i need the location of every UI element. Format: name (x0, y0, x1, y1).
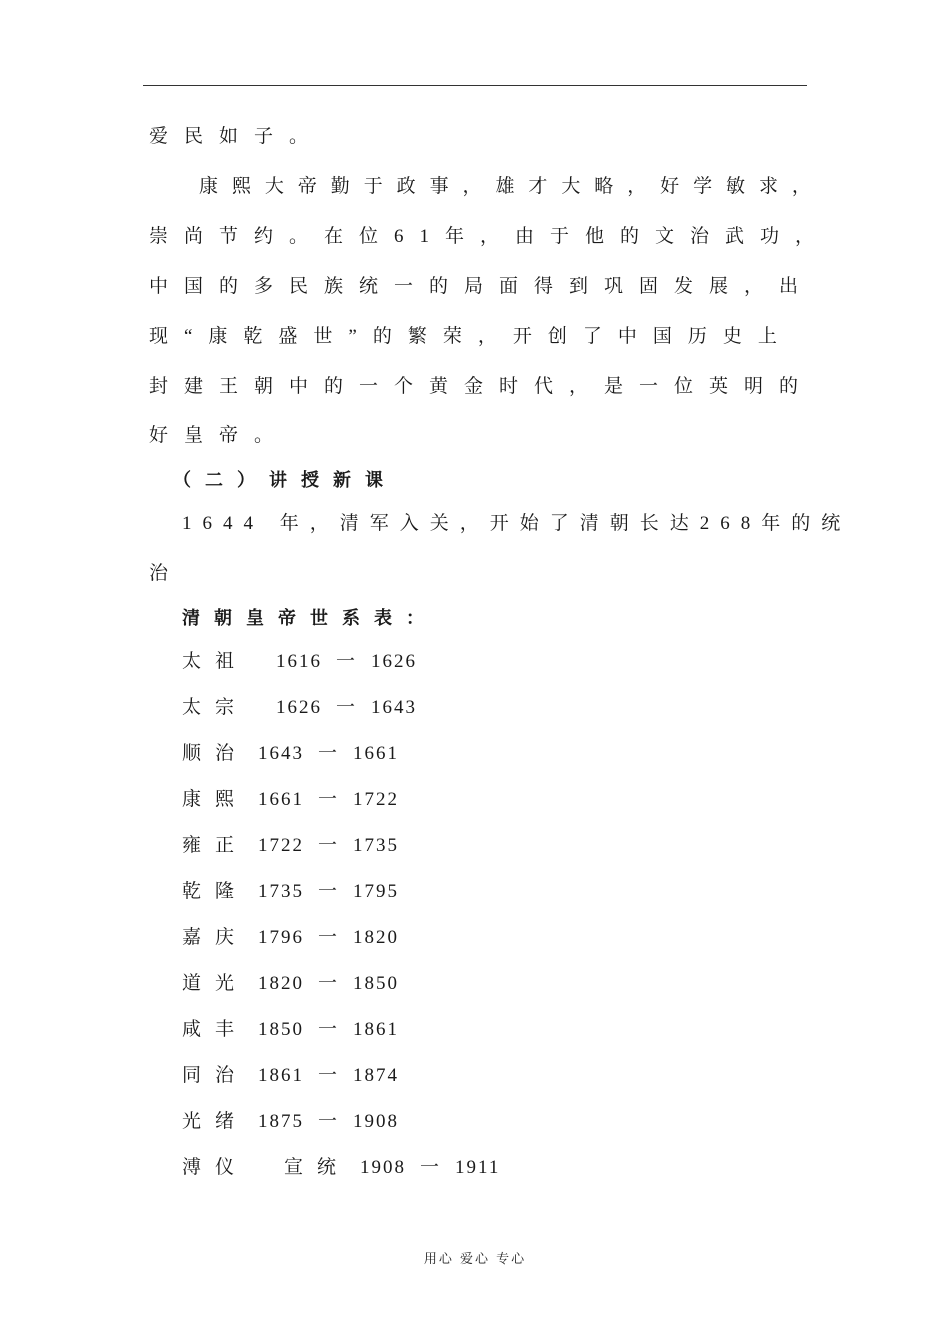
reign-end: 1626 (371, 651, 418, 672)
reign-start: 1643 (258, 743, 305, 764)
header-rule (143, 85, 807, 86)
section-heading: （二）讲授新课 (173, 470, 397, 490)
paragraph-char: 求 (758, 176, 778, 197)
emperor-row (182, 1156, 500, 1180)
paragraph-char: 大 (264, 176, 284, 197)
paragraph-line: 1644 年，清军入关，开始了清朝长达268年的统 (182, 513, 852, 534)
emperor-name: 太宗 (182, 697, 249, 718)
reign-end: 1661 (353, 743, 400, 764)
emperor-name: 太祖 (182, 651, 249, 672)
reign-years (258, 927, 399, 948)
range-dash: 一 (318, 1111, 340, 1132)
reign-years (258, 743, 399, 764)
reign-start: 1626 (276, 697, 323, 718)
emperor-row (182, 788, 399, 812)
range-dash: 一 (318, 973, 340, 994)
reign-end: 1722 (353, 789, 400, 810)
reign-end: 1874 (353, 1065, 400, 1086)
reign-years (258, 1111, 399, 1132)
emperor-row (182, 972, 399, 996)
paragraph-char: 学 (693, 176, 713, 197)
range-dash: 一 (318, 789, 340, 810)
paragraph-char: 才 (528, 176, 548, 197)
paragraph-char: 熙 (231, 176, 251, 197)
range-dash: 一 (336, 651, 358, 672)
emperor-name: 道光 (182, 973, 249, 994)
reign-start: 1908 (360, 1157, 407, 1178)
paragraph-line: 崇尚节约。在位61年，由于他的文治武功， (149, 226, 831, 247)
reign-years (258, 1065, 399, 1086)
reign-years (276, 651, 417, 672)
paragraph-char: 帝 (297, 176, 317, 197)
paragraph-char: 大 (561, 176, 581, 197)
paragraph-char: 勤 (330, 176, 350, 197)
reign-end: 1820 (353, 927, 400, 948)
paragraph-line-justified (199, 175, 811, 199)
paragraph-char: 于 (363, 176, 383, 197)
range-dash: 一 (318, 1019, 340, 1040)
reign-end: 1735 (353, 835, 400, 856)
emperor-row (182, 650, 417, 674)
reign-start: 1722 (258, 835, 305, 856)
emperor-name: 康熙 (182, 789, 249, 810)
emperor-row (182, 834, 399, 858)
paragraph-char: ， (627, 176, 647, 197)
paragraph-char: 好 (660, 176, 680, 197)
reign-end: 1850 (353, 973, 400, 994)
paragraph-line: 好皇帝。 (149, 425, 290, 446)
reign-years (258, 881, 399, 902)
paragraph-line: 治 (149, 563, 185, 584)
reign-start: 1850 (258, 1019, 305, 1040)
emperor-row (182, 1110, 399, 1134)
reign-start: 1875 (258, 1111, 305, 1132)
paragraph-char: ， (462, 176, 482, 197)
paragraph-char: 政 (396, 176, 416, 197)
reign-end: 1908 (353, 1111, 400, 1132)
range-dash: 一 (318, 927, 340, 948)
emperor-row (182, 926, 399, 950)
range-dash: 一 (420, 1157, 442, 1178)
reign-years (360, 1157, 500, 1178)
range-dash: 一 (336, 697, 358, 718)
paragraph-char: ， (791, 176, 811, 197)
reign-start: 1796 (258, 927, 305, 948)
paragraph-char: 雄 (495, 176, 515, 197)
reign-years (258, 973, 399, 994)
emperor-name: 嘉庆 (182, 927, 249, 948)
emperor-name: 乾隆 (182, 881, 249, 902)
paragraph-char: 略 (594, 176, 614, 197)
reign-start: 1735 (258, 881, 305, 902)
reign-start: 1616 (276, 651, 323, 672)
emperor-name: 光绪 (182, 1111, 249, 1132)
reign-years (258, 1019, 399, 1040)
emperor-name: 顺治 (182, 743, 249, 764)
reign-era: 宣统 (284, 1157, 351, 1178)
paragraph-line: 现“康乾盛世”的繁荣，开创了中国历史上 (149, 326, 793, 347)
emperor-row (182, 1064, 399, 1088)
emperor-name: 同治 (182, 1065, 249, 1086)
emperor-name: 咸丰 (182, 1019, 249, 1040)
reign-years (258, 789, 399, 810)
paragraph-line: 封建王朝中的一个黄金时代，是一位英明的 (149, 376, 815, 397)
reign-end: 1861 (353, 1019, 400, 1040)
reign-end: 1911 (455, 1157, 501, 1178)
range-dash: 一 (318, 743, 340, 764)
emperor-row (182, 880, 399, 904)
table-title: 清朝皇帝世系表： (182, 608, 438, 628)
page-footer: 用心 爱心 专心 (423, 1252, 527, 1267)
paragraph-char: 事 (429, 176, 449, 197)
range-dash: 一 (318, 835, 340, 856)
range-dash: 一 (318, 1065, 340, 1086)
reign-start: 1820 (258, 973, 305, 994)
reign-start: 1661 (258, 789, 305, 810)
reign-end: 1643 (371, 697, 418, 718)
paragraph-char: 敏 (726, 176, 746, 197)
reign-start: 1861 (258, 1065, 305, 1086)
range-dash: 一 (318, 881, 340, 902)
paragraph-char: 康 (199, 176, 219, 197)
emperor-row (182, 696, 417, 720)
reign-years (276, 697, 417, 718)
emperor-name: 溥仪 (182, 1157, 249, 1178)
emperor-row (182, 1018, 399, 1042)
emperor-row (182, 742, 399, 766)
emperor-name: 雍正 (182, 835, 249, 856)
reign-end: 1795 (353, 881, 400, 902)
paragraph-line: 中国的多民族统一的局面得到巩固发展，出 (149, 276, 815, 297)
paragraph-line: 爱民如子。 (149, 126, 325, 147)
reign-years (258, 835, 399, 856)
